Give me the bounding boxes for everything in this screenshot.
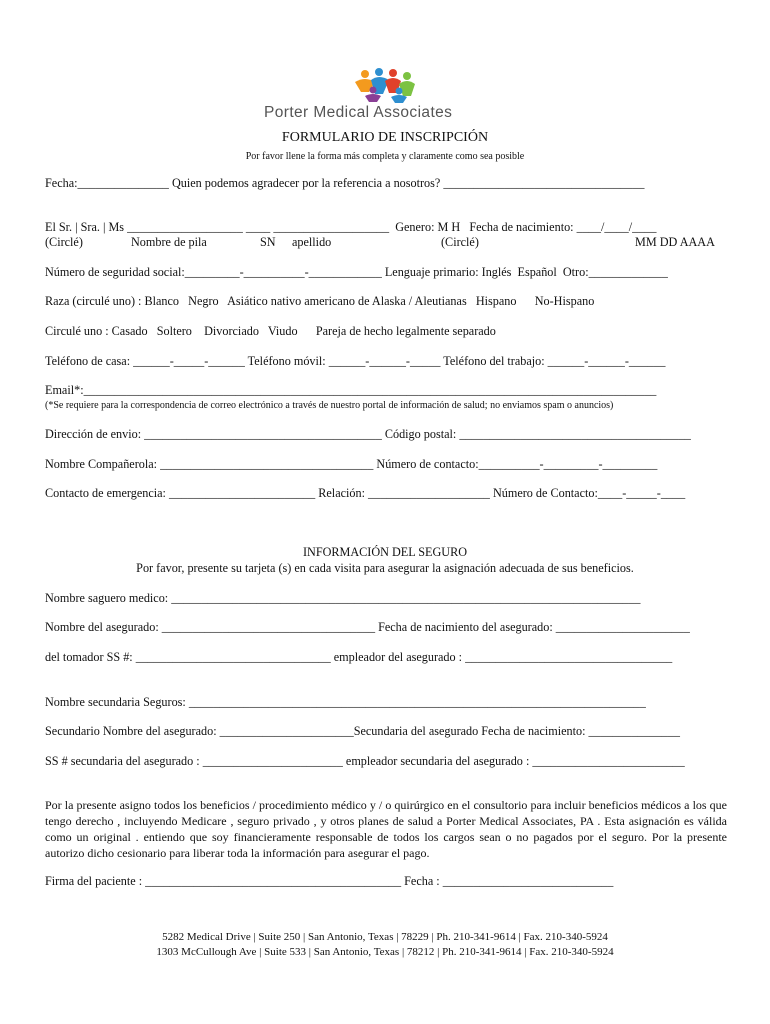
ss-secundaria-line[interactable]: SS # secundaria del asegurado : _______________________ empleador secundaria del asegurado : _________________________ (45, 754, 685, 768)
footer-address-2: 1303 McCullough Ave | Suite 533 | San Antonio, Texas | 78212 | Ph. 210-341-9614 | Fax. 210-340-5924 (156, 946, 614, 958)
nombre-de-pila-label: Nombre de pila (131, 235, 207, 249)
fecha-line[interactable]: Fecha:_______________ Quien podemos agradecer por la referencia a nosotros? _________________________________ (45, 176, 645, 190)
nombre-line[interactable]: El Sr. | Sra. | Ms ___________________ ____ ___________________ Genero: M H Fecha de nacimiento: ____/____/____ (45, 220, 657, 234)
direccion-line[interactable]: Dirección de envio: _______________________________________ Código postal: ______________________________________ (45, 427, 691, 441)
genero-circle-label: (Circlé) (441, 235, 479, 249)
form-subtitle: Por favor llene la forma más completa y claramente como sea posible (245, 151, 525, 162)
date-format-label: MM DD AAAA (635, 235, 715, 249)
circle-label: (Circlé) (45, 235, 83, 249)
footer-address-1: 5282 Medical Drive | Suite 250 | San Antonio, Texas | 78229 | Ph. 210-341-9614 | Fax. 210-340-5924 (162, 931, 608, 943)
asegurado-line[interactable]: Nombre del asegurado: ___________________________________ Fecha de nacimiento del asegurado: ______________________ (45, 620, 690, 634)
emergencia-line[interactable]: Contacto de emergencia: ________________________ Relación: ____________________ Número de Contacto:____-_____-____ (45, 486, 686, 500)
apellido-label: apellido (292, 235, 332, 249)
estado-civil-line[interactable]: Circulé uno : Casado Soltero Divorciado Viudo Pareja de hecho legalmente separado (45, 324, 496, 338)
telefono-line[interactable]: Teléfono de casa: ______-_____-______ Teléfono móvil: ______-______-_____ Teléfono del trabajo: ______-______-______ (45, 354, 666, 368)
form-title: FORMULARIO DE INSCRIPCIÓN (281, 130, 489, 145)
brand-name: Porter Medical Associates (264, 104, 453, 121)
email-line[interactable]: Email*:______________________________________________________________________________________________ (45, 383, 657, 397)
companero-line[interactable]: Nombre Compañerola: ___________________________________ Número de contacto:__________-_________-_________ (45, 457, 658, 471)
insurance-subtitle: Por favor, presente su tarjeta (s) en cada visita para asegurar la asignación adecuada de sus beneficios. (136, 561, 634, 575)
insurance-title: INFORMACIÓN DEL SEGURO (302, 545, 468, 559)
assignment-paragraph: Por la presente asigno todos los beneficios / procedimiento médico y / o quirúrgico en el consultorio para incluir beneficios médicos a los que tengo derecho , incluyendo Medicare , seguro privado , y otros planes de salud a Porter Medical Associates, PA . Esta asignación es válida como un original . entiendo que soy financieramente responsable de todos los cargos sean o no pagados por el seguro. Por la presente autorizo dicho cesionario para liberar toda la información para asegurar el pago. (45, 798, 727, 860)
ssn-line[interactable]: Número de seguridad social:_________-__________-____________ Lenguaje primario: Inglés Español Otro:_____________ (45, 265, 668, 279)
saguero-line[interactable]: Nombre saguero medico: _____________________________________________________________________________ (45, 591, 641, 605)
email-note: (*Se requiere para la correspondencia de correo electrónico a través de nuestro portal de información de salud; no enviamos spam o anuncios) (45, 400, 614, 411)
tomador-line[interactable]: del tomador SS #: ________________________________ empleador del asegurado : __________________________________ (45, 650, 673, 664)
secundaria-line[interactable]: Nombre secundaria Seguros: ___________________________________________________________________________ (45, 695, 646, 709)
firma-line[interactable]: Firma del paciente : __________________________________________ Fecha : ____________________________ (45, 874, 614, 888)
raza-line[interactable]: Raza (circulé uno) : Blanco Negro Asiático nativo americano de Alaska / Aleutianas Hispano No-Hispano (45, 294, 595, 308)
secundario-nombre-line[interactable]: Secundario Nombre del asegurado: ______________________Secundaria del asegurado Fecha de nacimiento: _______________ (45, 724, 680, 738)
sn-label: SN (260, 235, 276, 249)
